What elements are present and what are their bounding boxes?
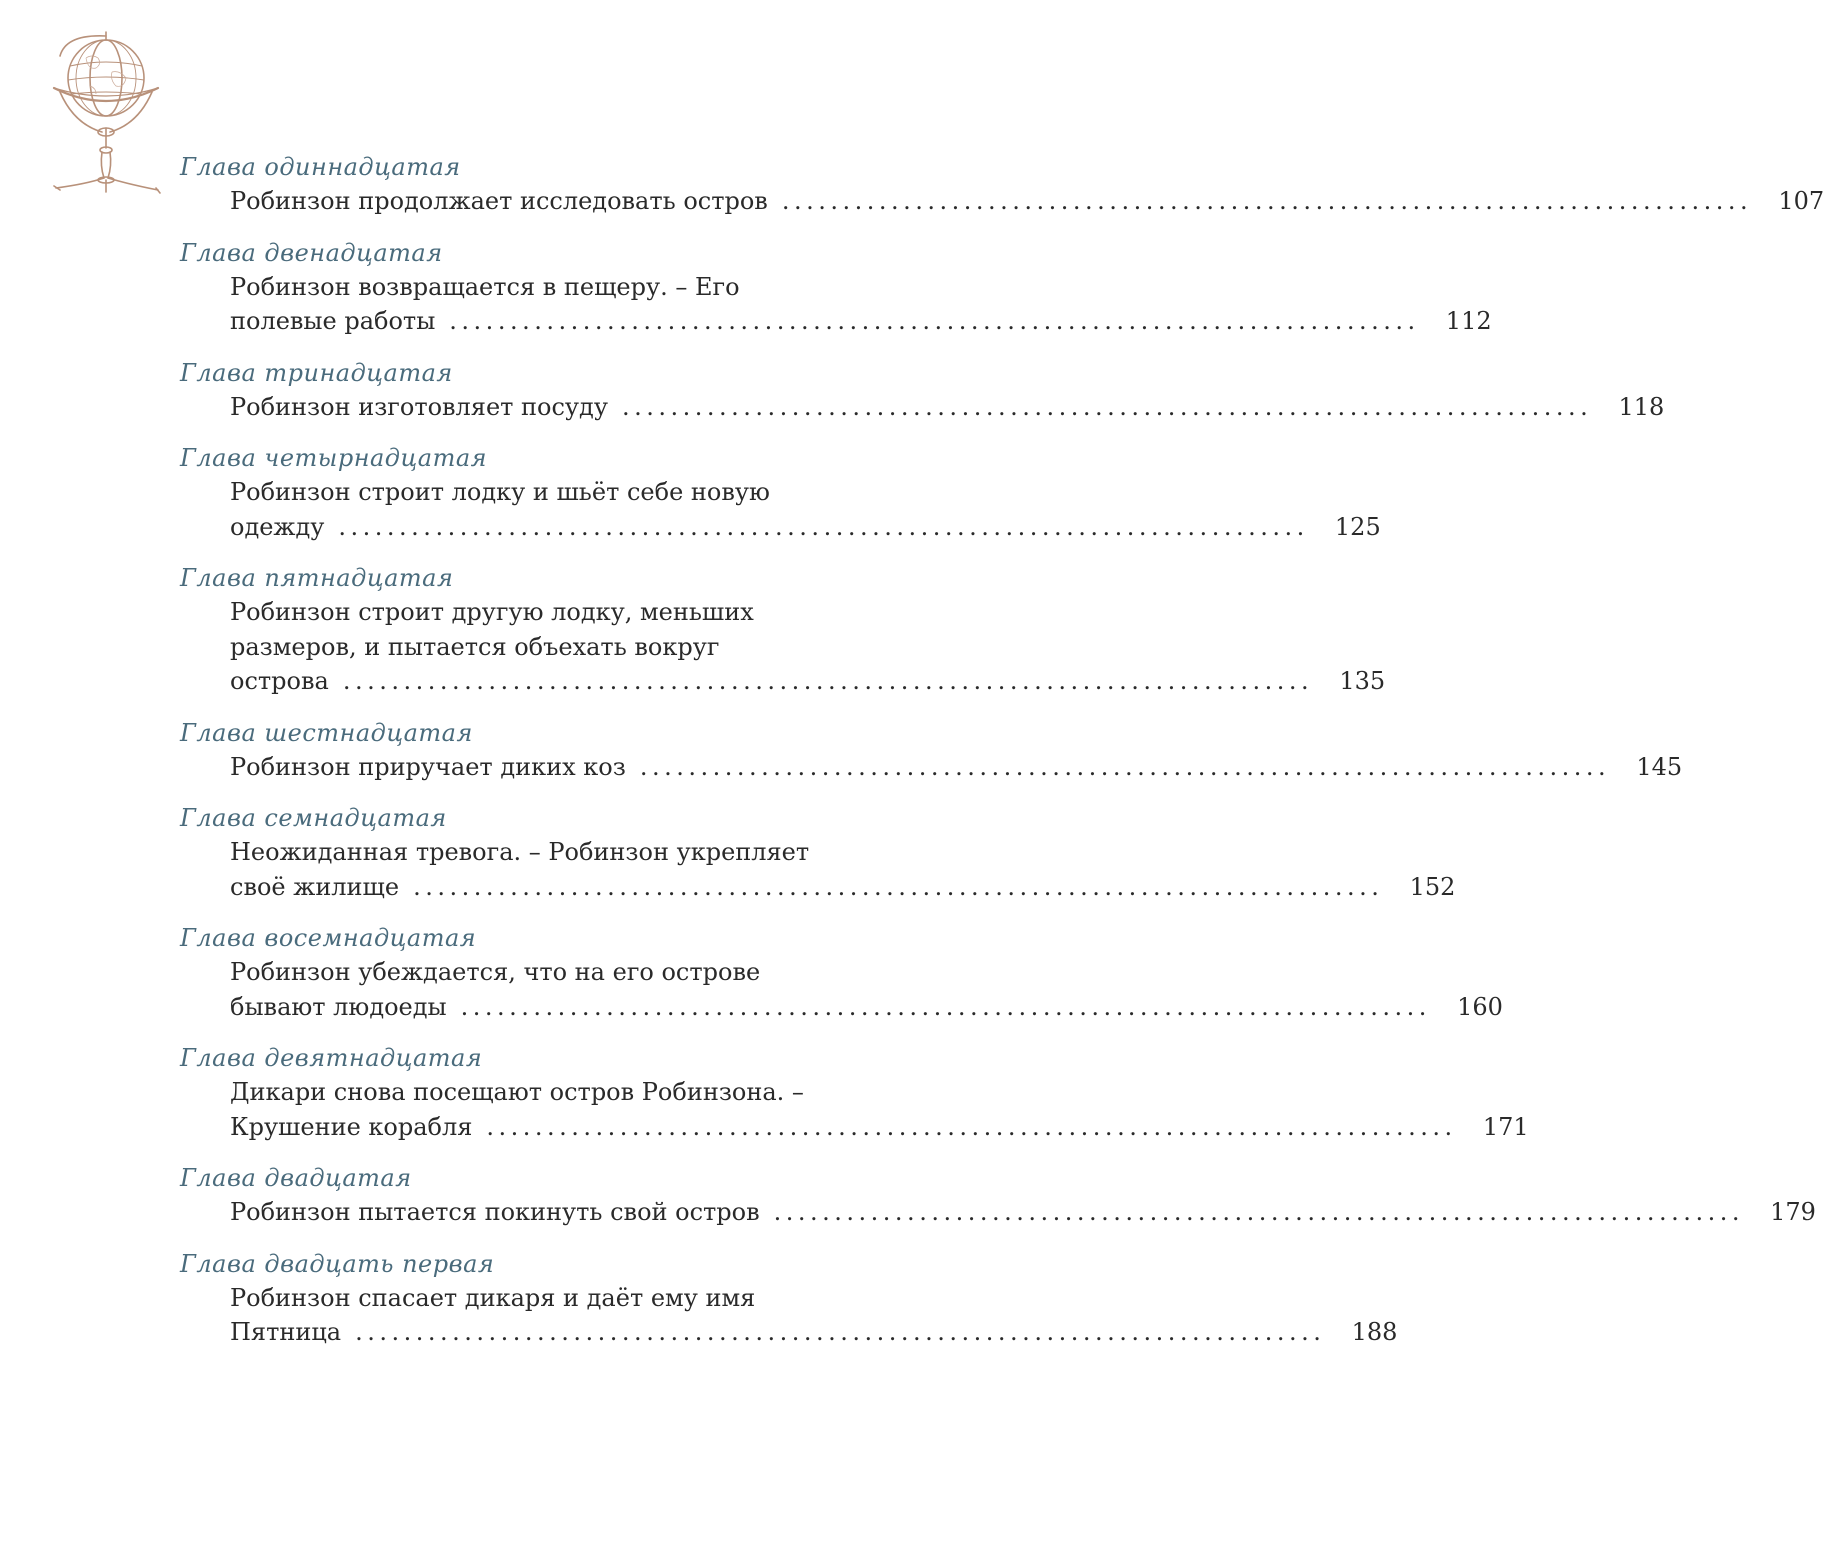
page-number: 135 [1339,667,1386,695]
entry-line: Робинзон строит лодку и шьёт себе новую [230,478,770,506]
dot-leader: ................................................................................ [338,512,1309,541]
entry-line: Робинзон убеждается, что на его острове [230,958,761,986]
entry-text: полевые работы [230,307,436,335]
entry-text: Робинзон изготовляет посуду [230,392,608,421]
chapter-entry [180,475,1381,544]
chapter-title: Глава двадцать первая [180,1249,495,1278]
entry-text: своё жилище [230,872,400,901]
page-number: 125 [1334,512,1381,541]
dot-leader: ................................................................................ [773,1198,1744,1226]
toc-chapter [180,356,1665,425]
toc-chapter [180,441,1381,544]
chapter-entry [180,270,1492,339]
dot-leader: ................................................................................ [342,667,1314,695]
entry-line: Дикари снова посещают остров Робинзона. – [230,1078,804,1106]
toc-chapter [180,921,1503,1024]
chapter-title: Глава двадцатая [180,1164,412,1192]
entry-last-line [230,304,1492,339]
entry-text: Робинзон приручает диких коз [230,752,626,781]
dot-leader: ................................................................................ [449,307,1420,335]
chapter-entry [180,750,1683,785]
chapter-title: Глава тринадцатая [180,358,453,387]
toc-chapter [180,1247,1398,1350]
entry-text: одежду [230,512,325,541]
page-number: 188 [1351,1318,1398,1346]
page-number: 112 [1445,307,1492,335]
chapter-entry [180,1195,1816,1230]
toc-chapter [180,1041,1529,1144]
chapter-entry [180,390,1665,425]
page-number: 152 [1409,872,1456,901]
chapter-entry [180,1281,1398,1350]
entry-last-line [230,870,1456,905]
globe-icon [46,28,162,198]
chapter-title: Глава девятнадцатая [180,1044,483,1072]
page-number: 118 [1618,392,1665,421]
toc-chapter [180,150,1824,219]
toc-chapter [180,561,1386,699]
entry-text: Робинзон пытается покинуть свой остров [230,1198,760,1226]
dot-leader: ................................................................................ [486,1112,1457,1141]
entry-last-line [230,510,1381,545]
entry-last-line [230,390,1665,425]
chapter-title: Глава одиннадцатая [180,153,461,181]
page-number: 160 [1457,992,1503,1021]
entry-line: Робинзон возвращается в пещеру. – Его [230,272,740,301]
entry-text: бывают людоеды [230,992,447,1021]
entry-last-line [230,1315,1398,1350]
chapter-entry [180,835,1456,904]
dot-leader: ................................................................................ [781,187,1753,215]
page-number: 171 [1482,1112,1529,1141]
entry-text: Крушение корабля [230,1112,473,1141]
entry-last-line [230,1110,1529,1145]
dot-leader: ................................................................................ [460,992,1431,1021]
chapter-title: Глава пятнадцатая [180,564,454,592]
page-number: 145 [1636,752,1683,781]
entry-text: Пятница [230,1318,342,1346]
entry-text: острова [230,667,329,695]
dot-leader: ................................................................................ [413,872,1384,901]
entry-line: Неожиданная тревога. – Робинзон укрепляет [230,838,810,866]
entry-line: Робинзон строит другую лодку, меньших [230,598,754,626]
entry-line: размеров, и пытается объехать вокруг [230,632,720,661]
toc-chapter [180,236,1492,339]
table-of-contents [180,150,1824,1367]
entry-last-line [230,750,1683,785]
entry-last-line [230,1195,1816,1230]
chapter-entry [180,184,1824,219]
dot-leader: ................................................................................ [639,752,1611,781]
chapter-title: Глава семнадцатая [180,804,447,832]
page-number: 179 [1770,1198,1816,1226]
chapter-entry [180,1075,1529,1144]
dot-leader: ................................................................................ [355,1318,1326,1346]
chapter-title: Глава двенадцатая [180,238,443,267]
chapter-entry [180,595,1386,699]
entry-last-line [230,184,1824,219]
chapter-title: Глава четырнадцатая [180,444,488,472]
toc-chapter [180,716,1683,785]
dot-leader: ................................................................................ [621,392,1593,421]
entry-last-line [230,990,1503,1025]
toc-chapter [180,801,1456,904]
chapter-title: Глава восемнадцатая [180,924,477,952]
chapter-title: Глава шестнадцатая [180,718,473,747]
page-number: 107 [1778,187,1824,215]
entry-text: Робинзон продолжает исследовать остров [230,187,768,215]
chapter-entry [180,955,1503,1024]
toc-chapter [180,1161,1816,1230]
entry-line: Робинзон спасает дикаря и даёт ему имя [230,1283,756,1312]
entry-last-line [230,664,1386,699]
